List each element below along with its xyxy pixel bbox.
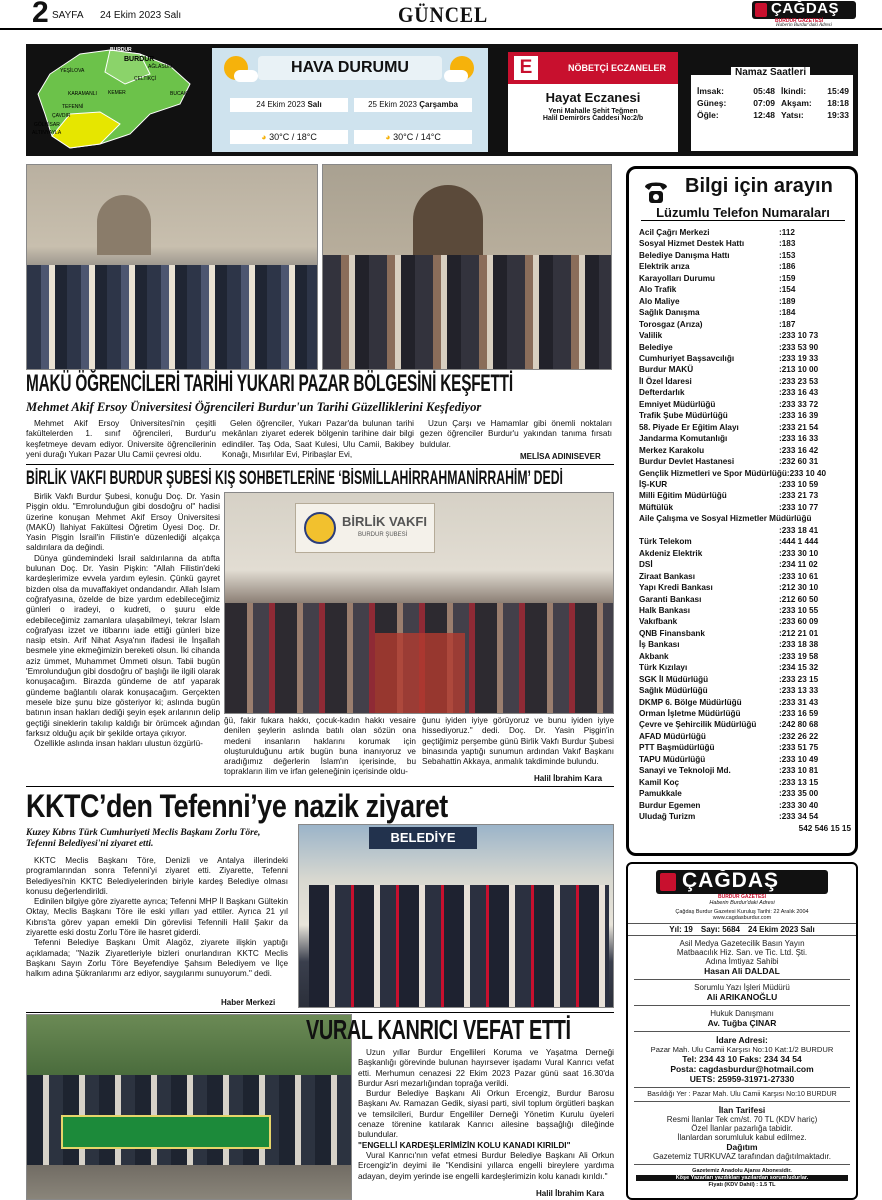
phone-row-name: Elektrik arıza (639, 262, 690, 272)
phone-row-number: :189 (779, 296, 796, 306)
article3-body: KKTC Meclis Başkanı Töre, Denizli ve Antalya illerindeki programlarından sonra Tefenni'yi ziyaret etti. Ziyarette, Tefenni Belediyesi'nin KKTC Belediyelerinden biriyle kardeş Belediye olması konusu değerlendirildi. Edinilen bilgiye göre ziyarette ayrıca; Tefenni MHP İl Başkanı Gültekin Oktay, Meclis Başkanı Töre ile eski yılları yad ettiler. Ayrıca 21 yıl Kıbrıs'ta görev yapan emekli Din görevlisi Tefennili Halil Şakır da ziyarette eski dostu Zorlu Töre ile hasret giderdi. Tefenni Belediye Başkanı Ümit Alagöz, ziyarete ilişkin yaptığı açıklamada; "Nazik Ziyaretleriyle bizleri onurlandıran KKTC Meclis Başkanı Sayın Zorlu Töre Beyefendiye Şahsım Belediyem ve İlçe halkım adına Şükranlarımı arz ediyor, saygılarımı sunuyorum." dedi. (26, 856, 288, 979)
sun-icon-right (446, 52, 482, 88)
phone-row-number: :184 (779, 308, 796, 318)
imprint-editor-label: Sorumlu Yazı İşleri Müdürü (694, 983, 790, 992)
phone-row-name: Akdeniz Elektrik (639, 548, 703, 558)
logo-sub: BURDUR GAZETESİ (775, 18, 824, 24)
logo-emblem-icon (660, 873, 676, 891)
phone-row-name: Gençlik Hizmetleri ve Spor Müdürlüğü (639, 468, 787, 478)
phone-row (629, 433, 855, 444)
phone-row-number: :233 10 49 (779, 754, 819, 764)
phone-row (629, 445, 855, 456)
divider (26, 464, 614, 465)
phone-row-name: Sağlık Danışma (639, 308, 700, 318)
phone-row (629, 422, 855, 433)
phone-row-number: :112 (779, 228, 795, 237)
pharmacy-address-2: Halil Demirörs Caddesi No:2/b (542, 115, 644, 122)
phone-row-name: Uludağ Turizm (639, 812, 696, 822)
phone-row-number: :233 21 54 (779, 422, 819, 432)
phone-row (629, 674, 855, 685)
map-label-yesilova: YEŞİLOVA (60, 68, 85, 74)
prayer-times (690, 48, 854, 152)
phone-row-number: :212 30 10 (779, 583, 819, 593)
phone-row (629, 387, 855, 398)
imprint-owner-2: Matbaacılık Hiz. San. ve Tic. Ltd. Şti. (676, 948, 808, 957)
weather-day2-temp: ◕ 30°C / 14°C (354, 130, 472, 144)
pharmacy-address-1: Yeni Mahalle Şehit Teğmen (548, 108, 638, 115)
imprint-ad-label: İlan Tarifesi (718, 1105, 766, 1115)
phone-row (629, 353, 855, 364)
phone-row-name: Çevre ve Şehircilik Müdürlüğü (639, 720, 757, 730)
phone-row-name: DKMP 6. Bölge Müdürlüğü (639, 697, 742, 707)
phone-row-number: :212 21 01 (779, 628, 819, 638)
phone-row-name: Halk Bankası (639, 605, 690, 615)
phone-row (629, 296, 855, 307)
logo-text: ÇAĞDAŞ (771, 0, 840, 17)
phone-row (629, 548, 855, 559)
phone-row-number: 542 546 15 15 (798, 823, 851, 833)
funeral-photo (26, 1014, 352, 1200)
coffin-cover (61, 1115, 271, 1149)
phone-row (629, 456, 855, 467)
imprint-owner-name: Hasan Ali DALDAL (704, 966, 780, 976)
page-number: 2 (32, 0, 49, 29)
article4-headline: VURAL KANRICI VEFAT ETTİ (306, 1014, 571, 1045)
phone-row (629, 685, 855, 696)
phone-list (629, 227, 855, 834)
imprint-agency: Gazetemiz Anadolu Ajansı Abonesidir. (692, 1168, 792, 1174)
phone-row (629, 399, 855, 410)
imprint-founded: Çağdaş Burdur Gazetesi Kuruluş Tarihi: 22 Aralık 2004 (675, 909, 809, 915)
phone-row-number: :233 16 33 (779, 434, 819, 444)
phone-row-number: :233 10 59 (779, 479, 819, 489)
phone-row-name: Burdur Devlet Hastanesi (639, 457, 735, 467)
phone-row-name: Trafik Şube Müdürlüğü (639, 411, 728, 421)
header-date: 24 Ekim 2023 Salı (100, 10, 182, 21)
pharmacy-icon: E (514, 56, 538, 80)
divider (26, 1012, 614, 1013)
phone-row-name: Sağlık Müdürlüğü (639, 686, 708, 696)
imprint-legal-name: Av. Tuğba ÇINAR (707, 1018, 777, 1028)
phone-row-name: Vakıfbank (639, 617, 678, 627)
phone-row-number: :186 (779, 262, 796, 272)
phone-row-name: TAPU Müdürlüğü (639, 754, 706, 764)
phone-row-number: :444 1 444 (779, 537, 819, 547)
article2-col-1: Birlik Vakfı Burdur Şubesi, konuğu Doç. Dr. Yasin Pişgin oldu. "Emrolunduğun gibi dosdoğru ol" hadisi üzerine konuşan Mehmet Akif Ersoy Üniversitesi (MAKÜ) İlahiyat Fakültesi Öğretim Üyesi Doç. Dr. Yasin Pişgin İsrail'in Filistin'e düzenlediği alçakça saldırılara da değindi. Dünya gündemindeki İsrail saldırılarına da atıfta bulunan Doç. Dr. Yasin Pişkin: "Allah Filistin'deki kardeşlerimize evvela yardım eylesin. Çünkü gayret bizden olsa da muvaffakiyet ondandandır. Allah İslam coğrafyasına, özelde de bize yardım edebileceğimiz günleri o iradeyi, o kudreti, o şuuru elde edebileceğimiz zamanlara ulaşabilmeyi, tekrar İslam coğrafyası izzet ve itibarını iade ettiği günleri bize nasip etsin. Arif Nihat Asya'nın ifadesi ile İnşallah besmele yine ekmeğimizin bereketi olsun. İki cihanda aziz ümmet, Muhammet Ümmeti olsun. Tabii bugün 'Emrolunduğun gibi dosdoğru ol' başlığı ile ilgili olarak konuşacağım. Birazda gündeme de atıf yaparak gündeme bağlantılı olarak konuşacağım. Gerçekten mesele bize şunu bize gösteriyor ki; aslında bugün batının insan hakları dediği şeyin eşek arılarının delip geçtiği sineklerin takılıp kaldığı bir örümcek ağından farksız olduğu açık bir şekilde ortaya çıkıyor. Özellikle aslında insan hakları ulustun özgürlü- (26, 492, 220, 749)
weather-day1-temp: ◕ 30°C / 18°C (230, 130, 348, 144)
phone-row-name: Belediye (639, 342, 673, 352)
pharmacy-body (508, 84, 678, 152)
phone-row-number: :232 60 31 (779, 457, 819, 467)
article4-body: Uzun yıllar Burdur Engellileri Koruma ve Yaşatma Derneği Başkanlığı görevinde bulunan hayırsever işadamı Vural Kanrıcı vefat etti. Merhumun cenazesi 22 Ekim 2023 Pazar günü saat 16.30'da Burdur Asri mezarlığından toprağa verildi. Burdur Belediye Başkanı Ali Orkun Ercengiz, Burdur Barosu Başkanı Av. Ramazan Gedik, siyasi parti, sivil toplum örgütleri başkan ve temsilcileri, Burdur Engelliler Derneği Yönetim Kurulu üyeleri cenaze törenine katılarak Kanrıcı ailesine başsağlığı dileğinde bulundular. "ENGELLİ KARDEŞLERİMİZİN KOLU KANADI KIRILDI" Vural Kanrıcı'nın vefat etmesi Burdur Belediye Başkanı Ali Orkun Ercengiz'in deyimi ile "Kendisini yıllarca engelli bireylere yardıma adayan, deyim yerinde ise engelli kardeşlerimizin kolu kanadı kırıldı." (358, 1048, 614, 1181)
phone-row-number: :233 10 40 (786, 468, 827, 478)
weather-day2-date: 25 Ekim 2023 Çarşamba (354, 98, 472, 112)
phone-row (629, 502, 855, 513)
prayer-title: Namaz Saatleri (731, 67, 810, 78)
map-label-celtikci: ÇELTİKÇİ (134, 76, 157, 82)
imprint-uets: UETS: 25959-31971-27330 (689, 1074, 795, 1084)
phone-row-name: Merkez Karakolu (639, 445, 705, 455)
imprint-dist-label: Dağıtım (726, 1142, 758, 1152)
phone-row-name: Ziraat Bankası (639, 571, 695, 581)
phone-row-name: Karayolları Durumu (639, 273, 715, 283)
phone-row (629, 238, 855, 249)
imprint-owner-3: Adına İmtiyaz Sahibi (705, 957, 779, 966)
phone-row-number: :233 16 43 (779, 388, 819, 398)
phones-subtitle: Lüzumlu Telefon Numaraları (641, 205, 845, 221)
imprint-owner-1: Asil Medya Gazetecilik Basın Yayın (679, 939, 805, 948)
phone-row-number: :233 13 15 (779, 777, 819, 787)
phones-title: Bilgi için arayın (685, 175, 833, 197)
phone-row (629, 754, 855, 765)
section-title: GÜNCEL (398, 2, 489, 27)
phone-row (629, 742, 855, 753)
prayer-col-right: İkindi: 15:49 Akşam: 18:18 Yatsı: 19:33 (781, 86, 849, 120)
phone-row (629, 571, 855, 582)
phone-row-number: :232 26 22 (779, 731, 819, 741)
phone-row (629, 261, 855, 272)
imprint-ad-rate: Resmi İlanlar Tek cm/st. 70 TL (KDV hariç) (666, 1115, 818, 1124)
phone-row (629, 330, 855, 341)
phone-row-number: :233 16 39 (779, 411, 819, 421)
phone-row-name: Pamukkale (639, 789, 682, 799)
imprint-legal-label: Hukuk Danışmanı (710, 1009, 774, 1018)
phone-row-number: :233 10 61 (779, 571, 819, 581)
imprint-price: Fiyatı (KDV Dahil) : 1.5 TL (708, 1182, 776, 1188)
phone-row-number: :234 11 02 (779, 560, 818, 570)
phone-row-number: :183 (779, 239, 796, 249)
phone-row-number: :233 35 00 (779, 789, 819, 799)
map-label-burdur-top: BURDUR (110, 47, 132, 53)
phone-row (629, 468, 855, 479)
phone-row (629, 307, 855, 318)
phone-row-name: Valilik (639, 331, 663, 341)
imprint-ad-note-2: İlanlardan sorumluluk kabul edilmez. (677, 1133, 807, 1142)
sun-icon-left (220, 52, 256, 88)
phone-row (629, 628, 855, 639)
map-label-aglasun: AĞLASUN (148, 64, 172, 70)
phone-row-name: Milli Eğitim Müdürlüğü (639, 491, 727, 501)
weather-panel (212, 48, 488, 152)
phone-row-name: Acil Çağrı Merkezi (639, 228, 710, 237)
article1-byline: MELİSA ADINISEVER (520, 452, 601, 461)
phone-row-number: :233 34 54 (779, 812, 819, 822)
phone-row-name: Orman İşletme Müdürlüğü (639, 709, 741, 719)
phone-row-number: :233 10 73 (779, 331, 819, 341)
phone-row-name: Emniyet Müdürlüğü (639, 399, 716, 409)
phone-row (629, 410, 855, 421)
phone-row-number: :233 23 15 (779, 674, 819, 684)
phone-row-number: :154 (779, 285, 796, 295)
map-label-cavdir: ÇAVDIR (52, 113, 71, 119)
phone-row (629, 662, 855, 673)
section-label: SAYFA (52, 10, 84, 21)
article1-subhead: Mehmet Akif Ersoy Üniversitesi Öğrencileri Burdur'un Tarihi Güzelliklerini Keşfediyor (26, 400, 482, 414)
prayer-col-left: İmsak: 05:48 Güneş: 07:09 Öğle: 12:48 (697, 86, 775, 120)
phone-row-number: :153 (779, 250, 796, 260)
phone-icon (641, 177, 671, 207)
phone-row (629, 697, 855, 708)
phone-row (629, 376, 855, 387)
weather-day1-date: 24 Ekim 2023 Salı (230, 98, 348, 112)
phone-row (629, 559, 855, 570)
phone-row-name: Cumhuriyet Başsavcılığı (639, 353, 735, 363)
phone-row (629, 605, 855, 616)
phone-row (629, 273, 855, 284)
phone-row (629, 788, 855, 799)
phone-row (629, 731, 855, 742)
imprint-address-label: İdare Adresi: (716, 1035, 768, 1045)
imprint-logo-tagline: Haberin Burdur'daki Adresi (709, 900, 775, 906)
phone-row-number: :159 (779, 273, 796, 283)
phone-row (629, 639, 855, 650)
phone-row (629, 777, 855, 788)
phone-row-name: PTT Başmüdürlüğü (639, 743, 715, 753)
logo-tagline: Haberin Burdur'daki Adresi (776, 23, 832, 28)
phone-row-name: Jandarma Komutanlığı (639, 434, 728, 444)
phone-row-name: Türk Kızılayı (639, 663, 688, 673)
phone-row-name: İş Bankası (639, 640, 680, 650)
photo-sign: BELEDİYE (369, 827, 477, 849)
map-label-karamanli: KARAMANLI (68, 91, 97, 97)
phone-row-name: AFAD Müdürlüğü (639, 731, 706, 741)
header-logo (752, 1, 856, 19)
weather-title: HAVA DURUMU (258, 56, 442, 80)
imprint-website: www.cagdasburdur.com (712, 915, 772, 921)
phone-row (629, 284, 855, 295)
imprint-editor-name: Ali ARIKANOĞLU (706, 992, 778, 1002)
phone-row-number: :233 16 59 (779, 709, 819, 719)
article2-headline: BİRLİK VAKFI BURDUR ŞUBESİ KIŞ SOHBETLERİNE ‘BİSMİLLAHİRRAHMANİRRAHİM’ DEDİ (26, 468, 563, 489)
phone-row-number: :233 10 81 (779, 766, 819, 776)
phone-row (629, 765, 855, 776)
phone-row-name: 58. Piyade Er Eğitim Alayı (639, 422, 739, 432)
logo-emblem-icon (755, 3, 767, 17)
phone-row-number: :233 30 10 (779, 548, 819, 558)
phone-row (629, 525, 855, 536)
phone-row-name: Yapı Kredi Bankası (639, 583, 713, 593)
phone-row (629, 490, 855, 501)
imprint-address: Pazar Mah. Ulu Camii Karşısı No:10 Kat:1/2 BURDUR (650, 1045, 834, 1054)
pharmacy-title: NÖBETÇİ ECZANELER (568, 63, 667, 73)
phone-row-name: Torosgaz (Arıza) (639, 319, 703, 329)
phone-row-name: Aile Çalışma ve Sosyal Hizmetler Müdürlüğü (639, 514, 812, 524)
imprint-logo (656, 870, 828, 894)
article4-byline: Halil İbrahim Kara (536, 1189, 605, 1198)
phone-row (629, 708, 855, 719)
students-photo-2 (322, 164, 612, 370)
phone-row (629, 227, 855, 238)
phone-row-name: Kamil Koç (639, 777, 680, 787)
phone-row-number: :213 10 00 (779, 365, 819, 375)
phone-row-name: Garanti Bankası (639, 594, 702, 604)
phone-row-number: :233 60 09 (779, 617, 819, 627)
kktc-visit-photo (298, 824, 614, 1008)
phone-row (629, 800, 855, 811)
article1-col-2: Gelen öğrenciler, Yukarı Pazar'da bulunan tarihi mekânları ziyaret ederek bölgenin tarihine dair bilgi edindiler. Taş Oda, Saat Kulesi, Ulu Camii, Bakibey Konağı, Mısırlılar Evi, Piribaşlar Evi, (222, 419, 414, 459)
map-label-kemer: KEMER (108, 90, 126, 96)
phone-row (629, 364, 855, 375)
phone-row-number: :233 33 72 (779, 399, 819, 409)
pharmacy-header (508, 52, 678, 84)
phone-row (629, 651, 855, 662)
birlik-vakfi-photo (224, 492, 614, 714)
phone-row-number (811, 513, 851, 524)
imprint-issue-line: Yıl: 19 Sayı: 5684 24 Ekim 2023 Salı (628, 923, 856, 936)
phone-row-number: :233 16 42 (779, 445, 819, 455)
phone-row (629, 536, 855, 547)
imprint-email: Posta: cagdasburdur@hotmail.com (670, 1064, 814, 1074)
page-header (0, 0, 882, 30)
map-label-golhisar: GÖLHİSAR (34, 122, 60, 128)
imprint-logo-sub: BURDUR GAZETESİ (717, 894, 767, 900)
phone-row-name: Belediye Danışma Hattı (639, 250, 730, 260)
phone-row (629, 479, 855, 490)
phone-row (629, 250, 855, 261)
phone-row (629, 582, 855, 593)
phone-row-name: Sanayi ve Teknoloji Md. (639, 766, 731, 776)
map-label-burdur: BURDUR (124, 56, 155, 63)
phone-row-number: :233 30 40 (779, 800, 819, 810)
imprint-dist: Gazetemiz TURKUVAZ tarafından dağıtılmaktadır. (653, 1152, 831, 1161)
map-label-altinyayla: ALTINYAYLA (32, 130, 62, 136)
phone-row-number: :233 21 73 (779, 491, 819, 501)
phone-row-number: :233 53 90 (779, 342, 819, 352)
phone-row-number: :233 19 33 (779, 353, 819, 363)
phone-row-name: İŞ-KUR (639, 479, 668, 489)
students-photo-1 (26, 164, 318, 370)
phone-row-name: Defterdarlık (639, 388, 685, 398)
phone-row (629, 719, 855, 730)
phone-row-name: İl Özel İdaresi (639, 376, 692, 386)
imprint-print-place: Basıldığı Yer : Pazar Mah. Ulu Camii Karşısı No:10 BURDUR (647, 1091, 837, 1098)
article1-col-1: Mehmet Akif Ersoy Üniversitesi'nin çeşitli fakültelerden 1. sınıf öğrencileri, Burdur'u keşfetmeye devam ediyor. Üniversite öğrencilerinin yeni durağı Yukarı Pazar Ulu Camii çevresi oldu. (26, 419, 216, 459)
imprint-disclaimer: Köşe Yazarları yazdıkları yazılardan sorumludurlar. (636, 1175, 848, 1181)
phone-row-number: :242 80 68 (779, 720, 819, 730)
phone-row-name: Sosyal Hizmet Destek Hattı (639, 239, 745, 249)
phone-row-number: :187 (779, 319, 796, 329)
imprint-box (626, 862, 858, 1200)
phone-row-number: :233 31 43 (779, 697, 819, 707)
phone-row-name: Burdur MAKÜ (639, 365, 694, 375)
phone-row-name: Alo Trafik (639, 285, 677, 295)
phone-row-name: SGK İl Müdürlüğü (639, 674, 709, 684)
article2-byline: Halil İbrahim Kara (534, 774, 603, 783)
phone-row (629, 811, 855, 822)
map-label-bucak: BUCAK (170, 91, 188, 97)
phone-row (629, 342, 855, 353)
article3-subhead: Kuzey Kıbrıs Türk Cumhuriyeti Meclis Başkanı Zorlu Töre, Tefenni Belediyesi'ni ziyaret etti. (26, 828, 261, 849)
phone-row-number: :233 10 55 (779, 605, 819, 615)
imprint-phones: Tel: 234 43 10 Faks: 234 34 54 (682, 1054, 802, 1064)
phone-row-number: :234 15 32 (779, 663, 819, 673)
phone-row-name: Alo Maliye (639, 296, 680, 306)
phone-row-number: :233 13 33 (779, 686, 819, 696)
phone-row-number: :233 19 58 (779, 651, 819, 661)
phone-row (629, 594, 855, 605)
phone-row (629, 319, 855, 330)
map-label-tefenni: TEFENNİ (62, 104, 84, 110)
imprint-ad-note-1: Özel İlanlar pazarlığa tabidir. (691, 1124, 793, 1133)
phone-row-number: :212 60 50 (779, 594, 819, 604)
phone-row (629, 616, 855, 627)
phone-row-name: Müftülük (639, 502, 674, 512)
phone-row-number: :233 23 53 (779, 376, 819, 386)
phone-row-name: Türk Telekom (639, 537, 692, 547)
phone-row-name: Akbank (639, 651, 669, 661)
article3-headline: KKTC’den Tefenni’ye nazik ziyaret (26, 788, 448, 824)
pharmacy-name: Hayat Eczanesi (545, 90, 641, 105)
phone-row-name: Burdur Egemen (639, 800, 701, 810)
phone-row (629, 513, 855, 524)
divider (26, 786, 614, 787)
article3-byline: Haber Merkezi (221, 998, 276, 1007)
phone-row-number: :233 18 41 (779, 525, 819, 535)
imprint-logo-text: ÇAĞDAŞ (682, 869, 780, 892)
phone-directory (626, 166, 858, 856)
phone-row-number: :233 51 75 (779, 743, 819, 753)
article2-col-2: ğü, fakir fukara hakkı, çocuk-kadın hakkı vesaire denilen şeylerin aslında batılı olan sözün ona medeni insanların haklarını korumak için oluşturulduğunu artık bugün buna inanıyoruz ve aradığımız değerlerin İslam'ın içerisinde, bu toprakların ilim ve irfan geleneğinin içerisinde oldu- (224, 716, 416, 777)
burdur-map (30, 44, 202, 152)
phone-row (629, 823, 855, 834)
article1-headline: MAKÜ ÖĞRENCİLERİ TARİHİ YUKARI PAZAR BÖLGESİNİ KEŞFETTİ (26, 370, 513, 397)
phone-row-name: QNB Finansbank (639, 628, 705, 638)
article1-col-3: Uzun Çarşı ve Hamamlar gibi önemli noktaları gezen öğrenciler Burdur'u yakından tanıma fırsatı buldular. (420, 419, 612, 449)
phone-row-number: :233 10 77 (779, 502, 819, 512)
phone-row-name: DSİ (639, 560, 653, 570)
phone-row-number: :233 18 38 (779, 640, 819, 650)
article2-col-3: ğunu iyiden iyiye görüyoruz ve bunu iyiden iyiye hissediyoruz." dedi. Doç. Dr. Yasin Pişgin'in geçtiğimiz perşembe günü Birlik Vakfı Burdur Şubesi binasında yaptığı sunumun ardından Vakıf Başkanı Sebahattin Akkaya, anmalık takdiminde bulundu. (422, 716, 614, 767)
photo-sign: BİRLİK VAKFI BURDUR ŞUBESİ (295, 503, 435, 553)
